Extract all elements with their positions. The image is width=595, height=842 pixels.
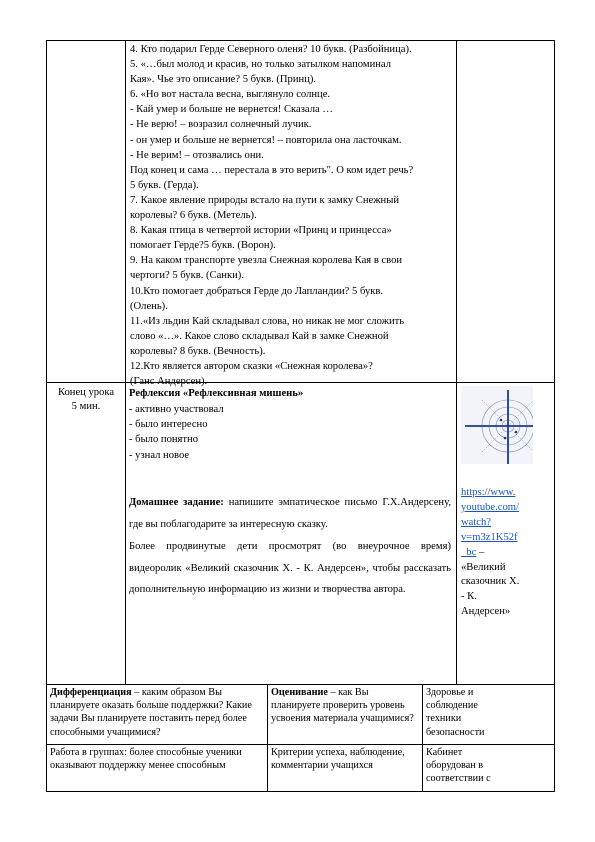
reflection-items <box>129 402 224 463</box>
reflection-item: - было понятно <box>129 434 199 446</box>
col-divider-safety <box>422 684 423 792</box>
differentiation-cell: Работа в группах: более способные ученики оказывают поддержку менее способным <box>50 747 242 772</box>
question-line: (Ганс Андерсен). <box>130 376 208 388</box>
reflection-title: Рефлексия «Рефлексивная мишень» <box>129 388 304 399</box>
table-border-left <box>46 40 47 792</box>
extra-paragraph: Более продвинутые дети просмотрят (во внеурочное время) видеоролик «Великий сказочник Х. - К. Андерсен», чтобы рассказать дополнительную информацию из жизни и творчества автора. <box>129 541 451 595</box>
question-line: 5. «…был молод и красив, но только затылком напоминал <box>130 59 391 71</box>
reflection-target-image <box>461 386 533 464</box>
table-border-bottom <box>46 791 555 792</box>
question-line: 7. Какое явление природы встало на пути к замку Снежный <box>130 194 400 206</box>
question-line: - Не верим! – отозвались они. <box>130 149 264 161</box>
homework-paragraph <box>129 492 451 535</box>
question-line: королевы? 6 букв. (Метель). <box>130 210 257 222</box>
question-line: - Не верю! – возразил солнечный лучик. <box>130 119 312 131</box>
question-line: 12.Кто является автором сказки «Снежная королева»? <box>130 360 373 372</box>
safety-header: Здоровье и соблюдение техники безопасности <box>426 687 485 738</box>
question-line: (Олень). <box>130 300 168 312</box>
question-line: - он умер и больше не вернется! – повторила она ласточкам. <box>130 134 402 146</box>
homework-label: Домашнее задание: <box>129 497 224 508</box>
question-line: 6. «Но вот настала весна, выглянуло солнце. <box>130 89 331 101</box>
questions-list <box>130 42 454 389</box>
question-line: 5 букв. (Герда). <box>130 179 199 191</box>
reflection-item: - активно участвовал <box>129 404 224 415</box>
table-border-top <box>46 40 555 41</box>
question-line: Под конец и сама … перестала в это верить". О ком идет речь? <box>130 164 414 176</box>
safety-cell: Кабинет оборудован в соответствии с <box>426 747 491 785</box>
resource-cell: https://www. youtube.com/ watch? v=m3z1K52f _bc – «Великий сказочник Х. - К. Андерсен» <box>461 487 520 618</box>
reflection-item: - было интересно <box>129 419 208 431</box>
stage-cell <box>47 386 125 414</box>
question-line: Кая». Чье это описание? 5 букв. (Принц). <box>130 74 317 86</box>
col-divider-resources <box>456 40 457 685</box>
table-border-row3 <box>46 744 555 745</box>
reflection-item: - узнал новое <box>129 449 190 461</box>
homework-text: напишите эмпатическое письмо Г.Х.Андерсену, где вы поблагодарите за интересную сказку. <box>129 497 451 530</box>
stage-duration: 5 мин. <box>71 401 101 412</box>
question-line: 10.Кто помогает добраться Герде до Лапландии? 5 букв. <box>130 285 384 297</box>
question-line: 8. Какая птица в четвертой истории «Принц и принцесса» <box>130 225 392 237</box>
differentiation-header: Дифференциация – каким образом Вы планируете оказать больше поддержки? Какие задачи Вы планируете поставить перед более способными учащимися? <box>50 687 252 738</box>
question-line: помогает Герде?5 букв. (Ворон). <box>130 240 276 252</box>
question-line: королевы? 8 букв. (Вечность). <box>130 345 266 357</box>
question-line: слово «…». Какое слово складывал Кай в замке Снежной <box>130 330 389 342</box>
target-icon <box>461 386 533 464</box>
video-link[interactable]: https://www. youtube.com/ watch? v=m3z1K52f _bc <box>461 487 519 558</box>
stage-label: Конец урока <box>57 387 115 398</box>
question-line: 11.«Из льдин Кай складывал слова, но никак не мог сложить <box>130 315 405 327</box>
question-line: 4. Кто подарил Герде Северного оленя? 10 букв. (Разбойница). <box>130 44 412 55</box>
assessment-header: Оценивание – как Вы планируете проверить уровень усвоения материала учащимися? <box>271 687 414 725</box>
assessment-cell: Критерии успеха, наблюдение, комментарии учащихся <box>271 747 405 772</box>
table-border-right <box>554 40 555 792</box>
video-caption: – <box>476 546 485 558</box>
question-line: чертоги? 5 букв. (Санки). <box>130 270 244 282</box>
col-divider-stage <box>125 40 126 685</box>
question-line: 9. На каком транспорте увезла Снежная королева Кая в свои <box>130 255 403 267</box>
table-border-row2 <box>46 684 555 685</box>
col-divider-assessment <box>267 684 268 792</box>
question-line: - Кай умер и больше не вернется! Сказала … <box>130 104 333 116</box>
